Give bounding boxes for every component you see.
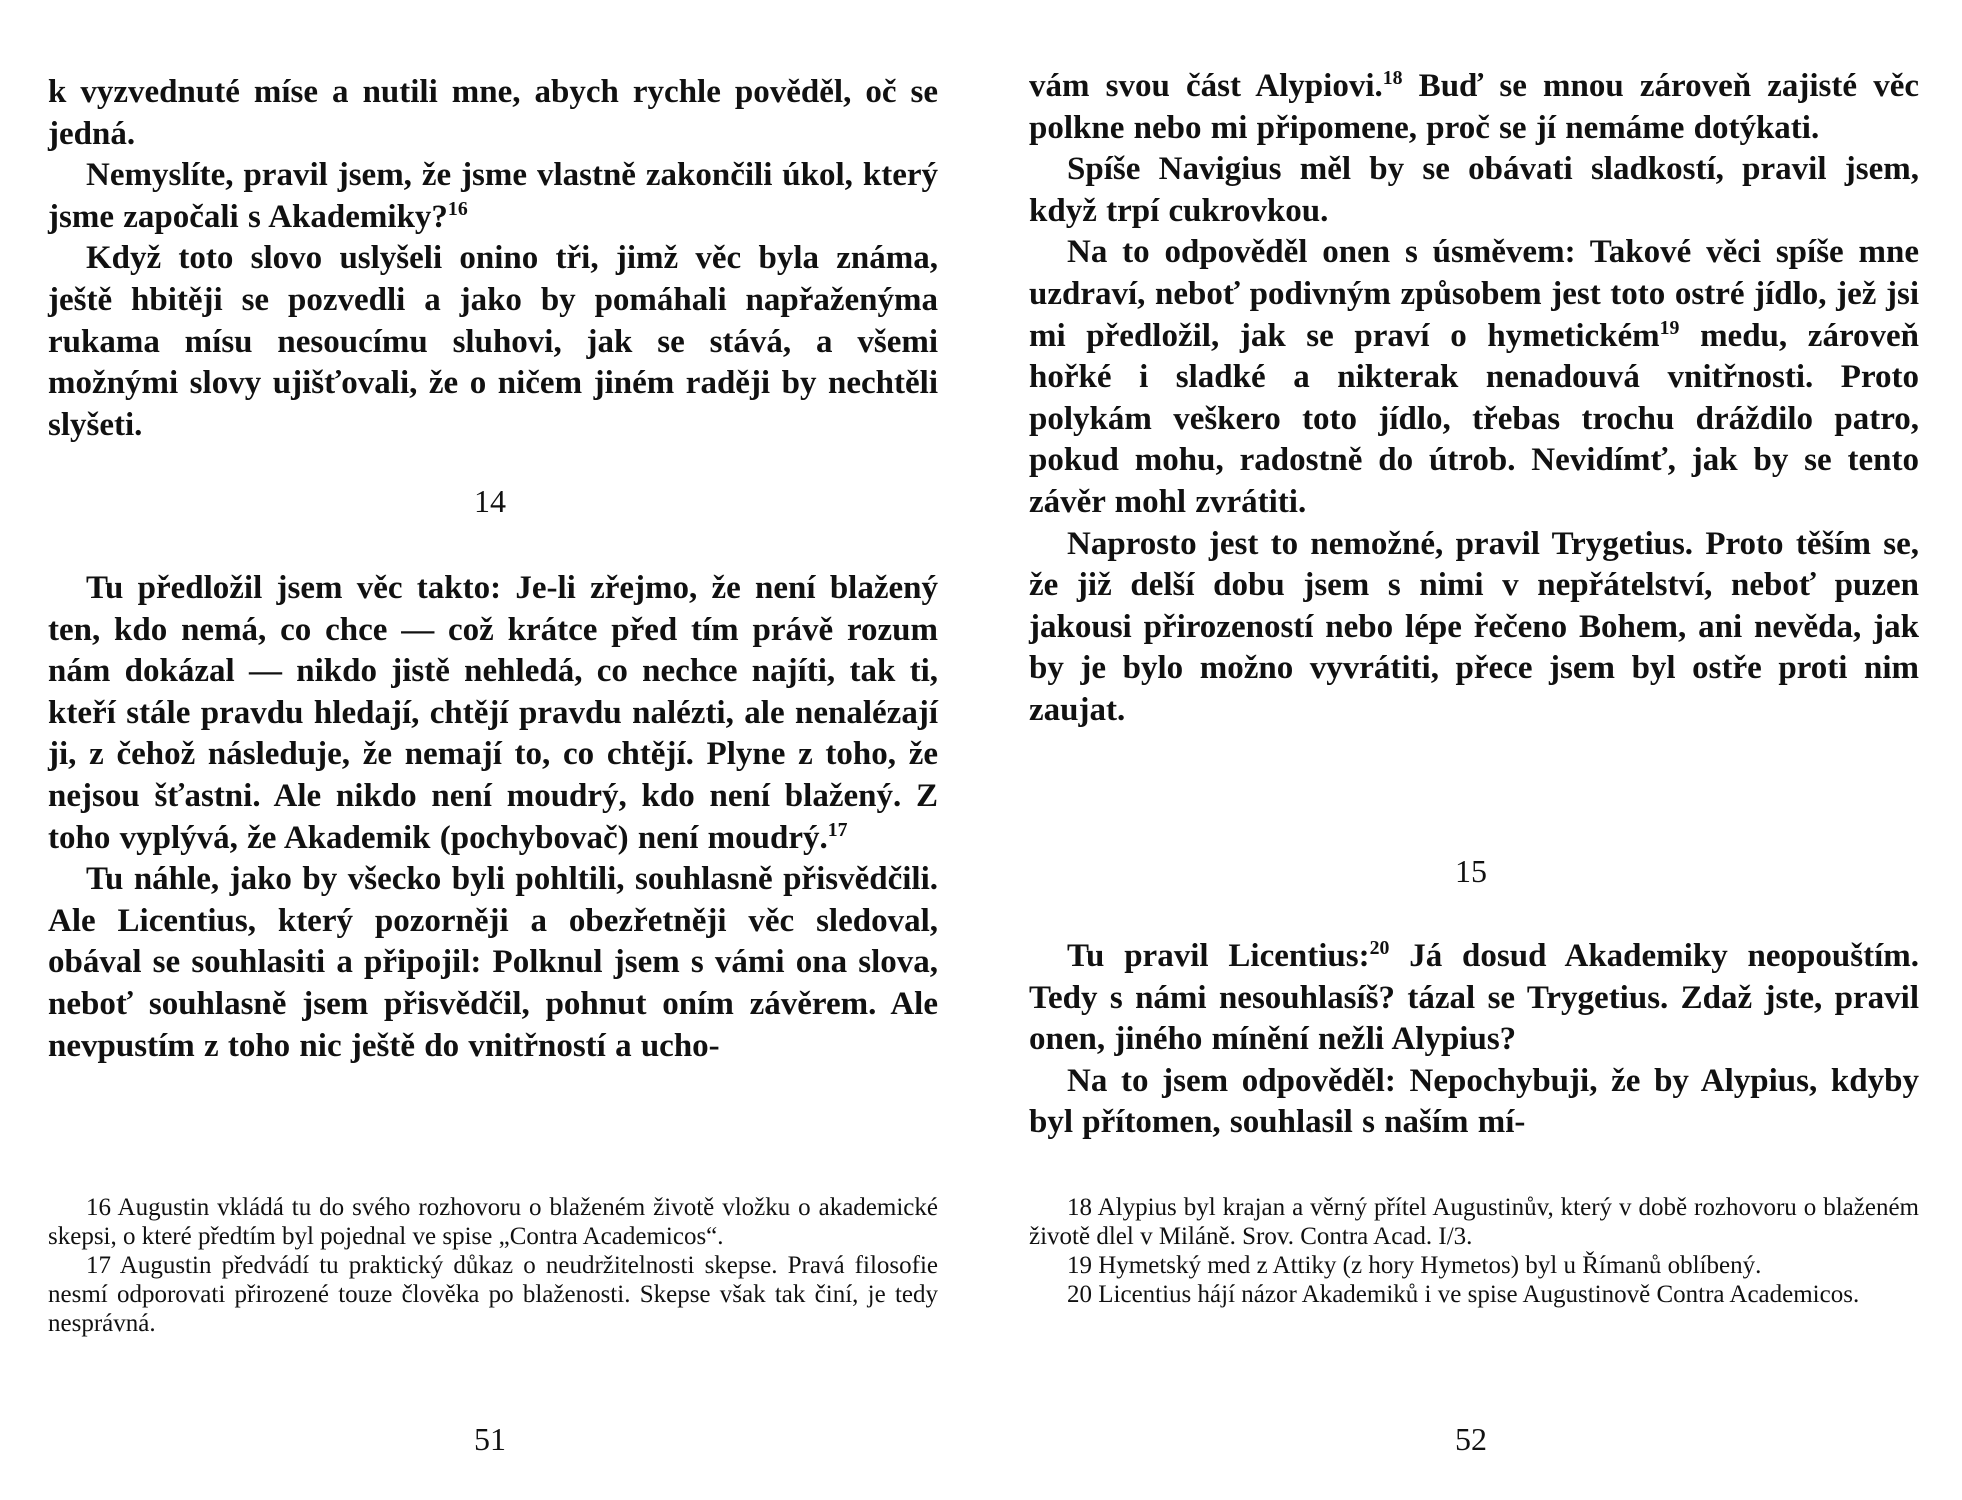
footnote: 17 Augustin předvádí tu praktický důkaz o neudržitelnosti skepse. Pravá filosofie nesmí odporovati přirozené touze člověka po blaženosti. Skepse však tak činí, je tedy nesprávná.: [48, 1252, 938, 1337]
footnote-ref: 18: [1382, 67, 1403, 89]
left-top-text: [48, 72, 938, 446]
footnote: 18 Alypius byl krajan a věrný přítel Augustinův, který v době rozhovoru o blaženém životě dlel v Miláně. Srov. Contra Acad. I/3.: [1029, 1194, 1919, 1250]
footnotes: [48, 1193, 938, 1338]
footnote-ref: 17: [827, 818, 848, 841]
footnote: 16 Augustin vkládá tu do svého rozhovoru o blaženém životě vložku o akademické skepsi, o které předtím byl pojednal ve spise „Contra Academicos“.: [48, 1194, 938, 1250]
footnote-ref: 20: [1369, 937, 1390, 959]
right-top-text: [1029, 66, 1919, 732]
footnote-ref: 19: [1659, 316, 1680, 339]
footnote: 19 Hymetský med z Attiky (z hory Hymetos) byl u Římanů oblíbený.: [1067, 1252, 1762, 1279]
right-page: [981, 0, 1962, 1500]
paragraph: Na to odpověděl onen s úsměvem: Takové věci spíše mne uzdraví, neboť podivným způsobem jest toto ostré jídlo, jež jsi mi předložil, jak se praví o hymetickém$^{19}$ medu, zároveň hořké i sladké a nikterak nenadouvá vnitřnosti. Proto polykám veškero toto jídlo, třebas trochu dráždilo patro, pokud mohu, radostně do útrob. Nevidímť, jak by se tento závěr mohl zvrátiti.: [1029, 234, 1919, 520]
paragraph: Tu předložil jsem věc takto: Je-li zřejmo, že není blažený ten, kdo nemá, co chce — což krátce před tím právě rozum nám dokázal — nikdo jistě nehledá, co nechce najíti, tak ti, kteří stále pravdu hledají, chtějí pravdu nalézti, ale nenalézají ji, z čehož následuje, že nemají to, co chtějí. Plyne z toho, že nejsou šťastni. Ale nikdo není moudrý, kdo není blažený. Z toho vyplývá, že Akademik (pochybovač) není moudrý.$^{17}$: [48, 570, 938, 856]
left-bottom-text: [48, 568, 938, 1067]
page-number: 52: [1455, 1421, 1487, 1457]
paragraph: k vyzvednuté míse a nutili mne, abych rychle pověděl, oč se jedná.: [48, 74, 938, 152]
footnotes: [1029, 1193, 1919, 1309]
paragraph: Tu náhle, jako by všecko byli pohltili, souhlasně přisvědčili. Ale Licentius, který pozorněji a obezřetněji věc sledoval, obával se souhlasiti a připojil: Polknul jsem s vámi ona slova, neboť souhlasně jsem přisvědčil, pohnut oním závěrem. Ale nevpustím z toho nic ještě do vnitřností a ucho-: [48, 861, 938, 1064]
paragraph: Spíše Navigius měl by se obávati sladkostí, pravil jsem, když trpí cukrovkou.: [1029, 151, 1919, 229]
footnote-ref: 16: [447, 197, 468, 220]
section-number: 14: [474, 483, 506, 519]
paragraph: vám svou část Alypiovi.$^{18}$ Buď se mnou zároveň zajisté věc polkne nebo mi připomene, proč se jí nemáme dotýkati.: [1029, 67, 1919, 146]
page-number: 51: [474, 1421, 506, 1457]
paragraph: Nemyslíte, pravil jsem, že jsme vlastně zakončili úkol, který jsme započali s Akademiky?$^{16}$: [48, 157, 938, 235]
paragraph: Tu pravil Licentius:$^{20}$ Já dosud Akademiky neopouštím. Tedy s námi nesouhlasíš? tázal se Trygetius. Zdaž jste, pravil onen, jiného mínění nežli Alypius?: [1029, 937, 1919, 1058]
paragraph: Když toto slovo uslyšeli onino tři, jimž věc byla známa, ještě hbitěji se pozvedli a jako by pomáhali napřaženýma rukama mísu nesoucímu sluhovi, jak se stává, a všemi možnými slovy ujišťovali, že o ničem jiném raději by nechtěli slyšeti.: [48, 240, 938, 443]
section-number: 15: [1455, 853, 1487, 889]
paragraph: Naprosto jest to nemožné, pravil Trygetius. Proto těším se, že již delší dobu jsem s nimi v nepřátelství, neboť puzen jakousi přirozeností nebo lépe řečeno Bohem, ani nevěda, jak by je bylo možno vyvrátiti, přece jsem byl ostře proti nim zaujat.: [1029, 525, 1919, 728]
paragraph: Na to jsem odpověděl: Nepochybuji, že by Alypius, kdyby byl přítomen, souhlasil s naším mí-: [1029, 1062, 1919, 1141]
right-bottom-text: [1029, 936, 1919, 1144]
footnote: 20 Licentius hájí názor Akademiků i ve spise Augustinově Contra Academicos.: [1067, 1281, 1860, 1308]
